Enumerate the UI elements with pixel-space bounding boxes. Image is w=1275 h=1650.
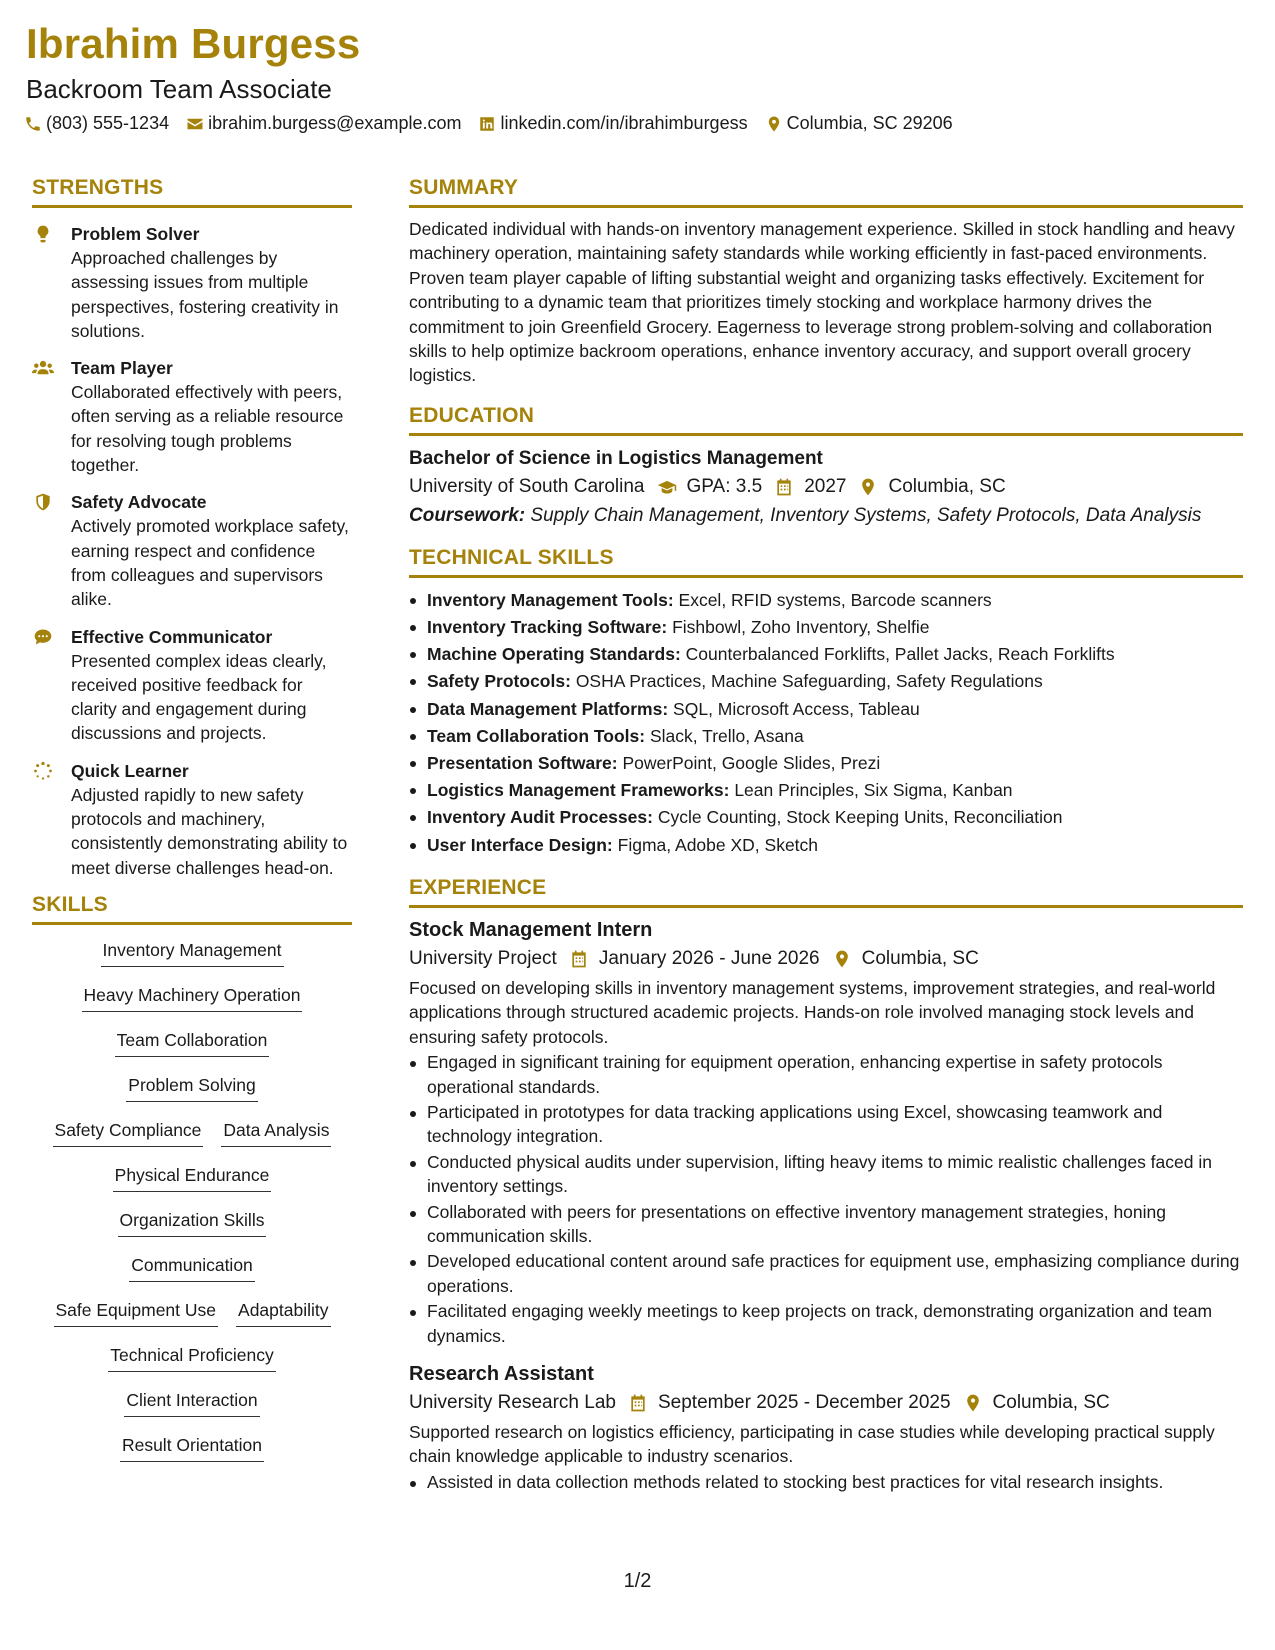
strength-item bbox=[32, 759, 352, 880]
list-item: Facilitated engaging weekly meetings to keep projects on track, demonstrating organization and team dynamics. bbox=[409, 1299, 1243, 1348]
right-column bbox=[409, 176, 1243, 1495]
map-marker-icon bbox=[963, 1393, 983, 1413]
email-text: ibrahim.burgess@example.com bbox=[208, 113, 462, 133]
skill-tag: Organization Skills bbox=[118, 1209, 267, 1237]
summary-heading: SUMMARY bbox=[409, 176, 1243, 208]
skill-tag: Heavy Machinery Operation bbox=[82, 984, 303, 1012]
spinner-icon bbox=[32, 761, 54, 781]
candidate-title: Backroom Team Associate bbox=[26, 74, 332, 104]
job-location: Columbia, SC bbox=[832, 944, 979, 974]
job-title: Stock Management Intern bbox=[409, 918, 653, 941]
skill-tag: Result Orientation bbox=[120, 1434, 264, 1462]
skills-list bbox=[32, 939, 352, 1479]
calendar-icon bbox=[569, 949, 589, 969]
list-item: Collaborated with peers for presentations on effective inventory management strategies, honing communication skills. bbox=[409, 1200, 1243, 1249]
lightbulb-icon bbox=[32, 224, 54, 244]
calendar-icon bbox=[774, 477, 794, 497]
contact-bar bbox=[24, 113, 970, 134]
skill-tag: Physical Endurance bbox=[113, 1164, 272, 1192]
education-entry bbox=[409, 446, 1243, 528]
strength-item bbox=[32, 222, 352, 343]
list-item: Inventory Audit Processes: Cycle Counting, Stock Keeping Units, Reconciliation bbox=[409, 804, 1243, 831]
coursework: Coursework: Supply Chain Management, Inventory Systems, Safety Protocols, Data Analysis bbox=[409, 504, 1202, 526]
experience-entry bbox=[409, 1360, 1243, 1494]
skill-tag: Data Analysis bbox=[221, 1119, 331, 1147]
strength-title: Effective Communicator bbox=[71, 626, 273, 647]
candidate-name: Ibrahim Burgess bbox=[26, 20, 361, 67]
education-heading: EDUCATION bbox=[409, 404, 1243, 436]
strength-item bbox=[32, 490, 352, 611]
map-marker-icon bbox=[858, 477, 878, 497]
skill-tag: Problem Solving bbox=[126, 1074, 257, 1102]
strength-title: Problem Solver bbox=[71, 224, 200, 244]
map-marker-icon bbox=[765, 115, 783, 133]
strength-desc: Approached challenges by assessing issues from multiple perspectives, fostering creativity in solutions. bbox=[71, 248, 339, 341]
phone-icon bbox=[24, 115, 42, 133]
job-org: University Project bbox=[409, 947, 557, 969]
strength-item bbox=[32, 356, 352, 477]
comment-icon bbox=[32, 627, 54, 647]
strengths-list bbox=[32, 222, 352, 880]
strength-title: Quick Learner bbox=[71, 760, 189, 781]
linkedin-icon bbox=[478, 115, 496, 133]
list-item: Inventory Management Tools: Excel, RFID systems, Barcode scanners bbox=[409, 587, 1243, 614]
skill-tag: Client Interaction bbox=[124, 1389, 259, 1417]
list-item: Developed educational content around safe practices for equipment use, emphasizing compliance during operations. bbox=[409, 1249, 1243, 1298]
experience-entry bbox=[409, 916, 1243, 1348]
job-description: Focused on developing skills in inventory management systems, improvement strategies, and real-world applications through structured academic projects. Hands-on role involved managing stock levels and ensuring safety protocols. bbox=[409, 977, 1216, 1047]
strength-desc: Actively promoted workplace safety, earning respect and confidence from colleagues and supervisors alike. bbox=[71, 516, 349, 610]
page-number: 1/2 bbox=[623, 1570, 652, 1592]
skills-section bbox=[32, 893, 352, 1479]
strengths-heading: STRENGTHS bbox=[32, 176, 352, 208]
technical-skills-heading: TECHNICAL SKILLS bbox=[409, 546, 1243, 578]
gpa: GPA: 3.5 bbox=[657, 472, 763, 502]
school-name: University of South Carolina bbox=[409, 475, 645, 497]
linkedin-text: linkedin.com/in/ibrahimburgess bbox=[500, 113, 748, 133]
strength-desc: Presented complex ideas clearly, received positive feedback for clarity and engagement during discussions and projects. bbox=[71, 650, 327, 744]
left-column bbox=[32, 176, 352, 1479]
list-item: Team Collaboration Tools: Slack, Trello, Asana bbox=[409, 723, 1243, 750]
location-text: Columbia, SC 29206 bbox=[786, 113, 953, 133]
strength-title: Team Player bbox=[71, 358, 173, 379]
strength-title: Safety Advocate bbox=[71, 492, 207, 513]
contact-phone[interactable] bbox=[24, 113, 169, 134]
list-item: Participated in prototypes for data tracking applications using Excel, showcasing teamwork and technology integration. bbox=[409, 1100, 1243, 1149]
contact-linkedin[interactable] bbox=[478, 113, 747, 134]
skill-tag: Adaptability bbox=[236, 1299, 330, 1327]
users-icon bbox=[32, 358, 54, 378]
list-item: Inventory Tracking Software: Fishbowl, Zoho Inventory, Shelfie bbox=[409, 614, 1243, 641]
contact-location bbox=[765, 113, 953, 134]
job-dates: January 2026 - June 2026 bbox=[569, 944, 820, 974]
job-description: Supported research on logistics efficiency, participating in case studies while developing practical supply chain knowledge applicable to industry scenarios. bbox=[409, 1421, 1215, 1467]
graduation-cap-icon bbox=[657, 477, 677, 497]
experience-heading: EXPERIENCE bbox=[409, 876, 1243, 908]
strength-desc: Collaborated effectively with peers, often serving as a reliable resource for resolving tough problems together. bbox=[71, 382, 344, 476]
graduation-year: 2027 bbox=[774, 472, 846, 502]
job-title: Research Assistant bbox=[409, 1362, 594, 1385]
skill-tag: Communication bbox=[129, 1254, 255, 1282]
job-meta bbox=[409, 944, 1243, 974]
job-meta bbox=[409, 1388, 1243, 1418]
technical-skills-list bbox=[409, 587, 1243, 859]
education-location: Columbia, SC bbox=[858, 472, 1005, 502]
list-item: Logistics Management Frameworks: Lean Principles, Six Sigma, Kanban bbox=[409, 777, 1243, 804]
skill-tag: Safety Compliance bbox=[53, 1119, 204, 1147]
summary-text: Dedicated individual with hands-on inventory management experience. Skilled in stock handling and heavy machinery operation, maintaining safety standards while working efficiently in fast-paced environments. Proven team player capable of lifting substantial weight and organizing tasks effectively. Excitement for contributing to a dynamic team that prioritizes timely stocking and workplace harmony drives the commitment to join Greenfield Grocery. Eagerness to leverage strong problem-solving and collaboration skills to help optimize backroom operations, enhance inventory accuracy, and support overall grocery logistics. bbox=[409, 219, 1235, 386]
list-item: Presentation Software: PowerPoint, Google Slides, Prezi bbox=[409, 750, 1243, 777]
job-bullets bbox=[409, 1470, 1243, 1494]
job-bullets bbox=[409, 1050, 1243, 1348]
shield-icon bbox=[32, 492, 54, 512]
phone-text: (803) 555-1234 bbox=[46, 113, 170, 133]
job-dates: September 2025 - December 2025 bbox=[628, 1388, 951, 1418]
skill-tag: Inventory Management bbox=[101, 939, 284, 967]
list-item: Conducted physical audits under supervision, lifting heavy items to mimic realistic challenges faced in inventory settings. bbox=[409, 1150, 1243, 1199]
envelope-icon bbox=[186, 115, 204, 133]
education-meta bbox=[409, 472, 1243, 502]
list-item: Safety Protocols: OSHA Practices, Machine Safeguarding, Safety Regulations bbox=[409, 668, 1243, 695]
degree-title: Bachelor of Science in Logistics Management bbox=[409, 447, 823, 469]
skill-tag: Technical Proficiency bbox=[108, 1344, 275, 1372]
map-marker-icon bbox=[832, 949, 852, 969]
list-item: User Interface Design: Figma, Adobe XD, Sketch bbox=[409, 832, 1243, 859]
list-item: Machine Operating Standards: Counterbalanced Forklifts, Pallet Jacks, Reach Forklifts bbox=[409, 641, 1243, 668]
list-item: Engaged in significant training for equipment operation, enhancing expertise in safety protocols operational standards. bbox=[409, 1050, 1243, 1099]
skill-tag: Safe Equipment Use bbox=[54, 1299, 219, 1327]
job-org: University Research Lab bbox=[409, 1391, 616, 1413]
list-item: Assisted in data collection methods related to stocking best practices for vital research insights. bbox=[409, 1470, 1243, 1494]
strength-desc: Adjusted rapidly to new safety protocols and machinery, consistently demonstrating ability to meet diverse challenges head-on. bbox=[71, 784, 348, 878]
calendar-icon bbox=[628, 1393, 648, 1413]
list-item: Data Management Platforms: SQL, Microsoft Access, Tableau bbox=[409, 696, 1243, 723]
job-location: Columbia, SC bbox=[963, 1388, 1110, 1418]
contact-email[interactable] bbox=[186, 113, 461, 134]
skills-heading: SKILLS bbox=[32, 893, 352, 925]
strength-item bbox=[32, 625, 352, 746]
skill-tag: Team Collaboration bbox=[115, 1029, 270, 1057]
